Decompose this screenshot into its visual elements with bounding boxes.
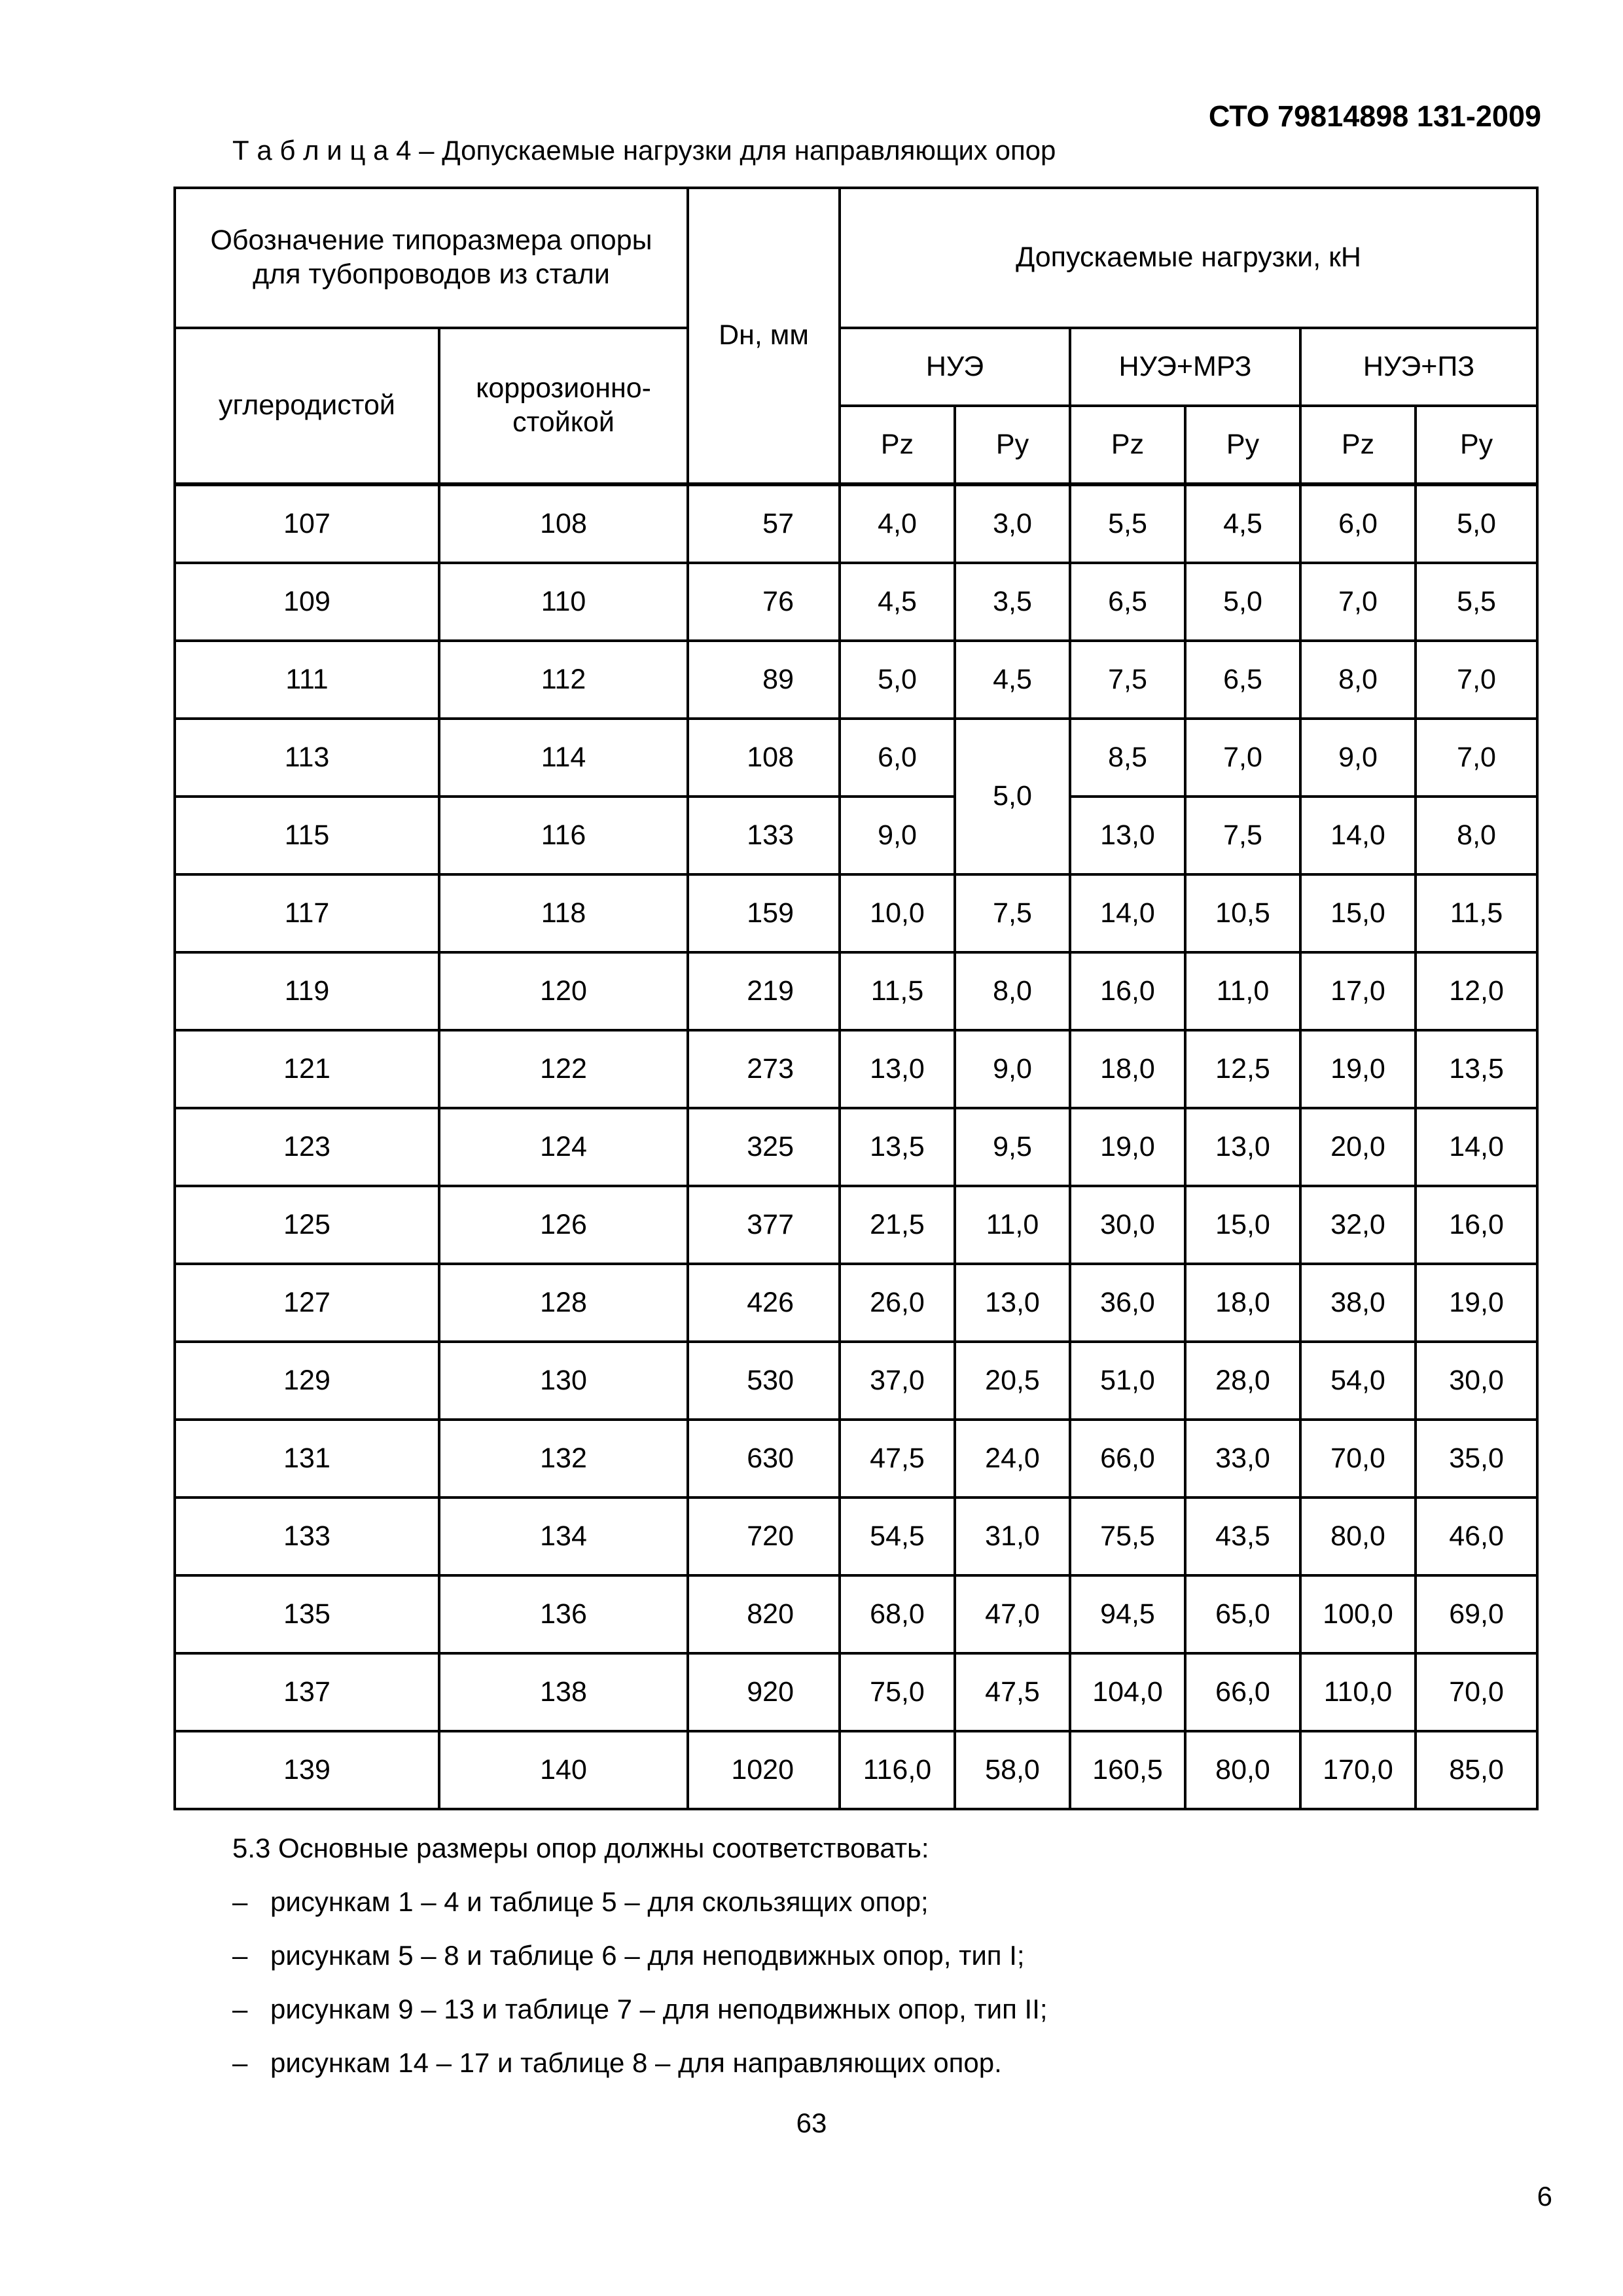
header-carbon-steel: углеродистой bbox=[175, 328, 439, 484]
header-designation: Обозначение типоразмера опоры для тубопроводов из стали bbox=[175, 188, 688, 328]
document-code: СТО 79814898 131-2009 bbox=[1208, 99, 1541, 133]
cell-nue-pz: 47,5 bbox=[840, 1420, 955, 1498]
cell-pz-pz: 70,0 bbox=[1300, 1420, 1416, 1498]
cell-mrz-pz: 51,0 bbox=[1070, 1342, 1185, 1420]
cell-carbon-steel: 129 bbox=[175, 1342, 439, 1420]
cell-stainless-steel: 136 bbox=[439, 1575, 688, 1653]
cell-stainless-steel: 108 bbox=[439, 484, 688, 563]
cell-nue-pz: 54,5 bbox=[840, 1498, 955, 1575]
cell-mrz-py: 80,0 bbox=[1185, 1731, 1300, 1809]
dash-marker: – bbox=[232, 1994, 248, 2024]
cell-nue-py: 3,0 bbox=[955, 484, 1070, 563]
cell-pz-pz: 15,0 bbox=[1300, 874, 1416, 952]
cell-mrz-pz: 66,0 bbox=[1070, 1420, 1185, 1498]
cell-pz-py: 5,5 bbox=[1416, 563, 1537, 641]
header-loads: Допускаемые нагрузки, кН bbox=[840, 188, 1537, 328]
cell-carbon-steel: 127 bbox=[175, 1264, 439, 1342]
cell-pz-pz: 19,0 bbox=[1300, 1030, 1416, 1108]
header-pz: Pz bbox=[840, 406, 955, 484]
cell-nue-pz: 75,0 bbox=[840, 1653, 955, 1731]
cell-nue-py: 3,5 bbox=[955, 563, 1070, 641]
cell-carbon-steel: 107 bbox=[175, 484, 439, 563]
table-row bbox=[175, 952, 1537, 1030]
cell-mrz-py: 15,0 bbox=[1185, 1186, 1300, 1264]
cell-mrz-pz: 18,0 bbox=[1070, 1030, 1185, 1108]
cell-dn: 530 bbox=[688, 1342, 840, 1420]
cell-carbon-steel: 113 bbox=[175, 719, 439, 797]
list-item-text: рисункам 14 – 17 и таблице 8 – для направляющих опор. bbox=[270, 2047, 1002, 2078]
cell-carbon-steel: 125 bbox=[175, 1186, 439, 1264]
cell-pz-pz: 20,0 bbox=[1300, 1108, 1416, 1186]
cell-pz-pz: 100,0 bbox=[1300, 1575, 1416, 1653]
cell-nue-py: 31,0 bbox=[955, 1498, 1070, 1575]
cell-pz-py: 30,0 bbox=[1416, 1342, 1537, 1420]
cell-mrz-py: 33,0 bbox=[1185, 1420, 1300, 1498]
section-intro: 5.3 Основные размеры опор должны соответствовать: bbox=[232, 1833, 929, 1863]
cell-pz-py: 13,5 bbox=[1416, 1030, 1537, 1108]
cell-nue-py: 4,5 bbox=[955, 641, 1070, 719]
cell-dn: 159 bbox=[688, 874, 840, 952]
cell-nue-pz: 4,5 bbox=[840, 563, 955, 641]
cell-mrz-pz: 8,5 bbox=[1070, 719, 1185, 797]
header-pz: Pz bbox=[1300, 406, 1416, 484]
cell-carbon-steel: 117 bbox=[175, 874, 439, 952]
cell-pz-pz: 7,0 bbox=[1300, 563, 1416, 641]
cell-stainless-steel: 134 bbox=[439, 1498, 688, 1575]
cell-mrz-pz: 160,5 bbox=[1070, 1731, 1185, 1809]
cell-nue-py: 47,5 bbox=[955, 1653, 1070, 1731]
cell-carbon-steel: 123 bbox=[175, 1108, 439, 1186]
cell-pz-pz: 17,0 bbox=[1300, 952, 1416, 1030]
cell-nue-py: 13,0 bbox=[955, 1264, 1070, 1342]
cell-nue-pz: 116,0 bbox=[840, 1731, 955, 1809]
table-row bbox=[175, 1030, 1537, 1108]
cell-mrz-pz: 19,0 bbox=[1070, 1108, 1185, 1186]
cell-stainless-steel: 122 bbox=[439, 1030, 688, 1108]
table-row bbox=[175, 797, 1537, 874]
cell-stainless-steel: 110 bbox=[439, 563, 688, 641]
cell-nue-py: 47,0 bbox=[955, 1575, 1070, 1653]
header-py: Py bbox=[955, 406, 1070, 484]
cell-nue-pz: 6,0 bbox=[840, 719, 955, 797]
cell-mrz-py: 11,0 bbox=[1185, 952, 1300, 1030]
cell-dn: 89 bbox=[688, 641, 840, 719]
list-item-text: рисункам 1 – 4 и таблице 5 – для скользящих опор; bbox=[270, 1886, 929, 1917]
cell-carbon-steel: 133 bbox=[175, 1498, 439, 1575]
cell-nue-pz: 5,0 bbox=[840, 641, 955, 719]
cell-pz-py: 35,0 bbox=[1416, 1420, 1537, 1498]
cell-mrz-py: 6,5 bbox=[1185, 641, 1300, 719]
cell-pz-pz: 38,0 bbox=[1300, 1264, 1416, 1342]
cell-mrz-pz: 104,0 bbox=[1070, 1653, 1185, 1731]
cell-stainless-steel: 138 bbox=[439, 1653, 688, 1731]
cell-nue-pz: 68,0 bbox=[840, 1575, 955, 1653]
cell-carbon-steel: 111 bbox=[175, 641, 439, 719]
cell-mrz-py: 4,5 bbox=[1185, 484, 1300, 563]
cell-mrz-py: 65,0 bbox=[1185, 1575, 1300, 1653]
table-row bbox=[175, 719, 1537, 797]
cell-dn: 133 bbox=[688, 797, 840, 874]
table-row bbox=[175, 1108, 1537, 1186]
table-row bbox=[175, 1731, 1537, 1809]
cell-mrz-py: 10,5 bbox=[1185, 874, 1300, 952]
cell-pz-pz: 80,0 bbox=[1300, 1498, 1416, 1575]
table-row bbox=[175, 1575, 1537, 1653]
cell-mrz-py: 5,0 bbox=[1185, 563, 1300, 641]
header-nue: НУЭ bbox=[840, 328, 1070, 406]
cell-pz-pz: 6,0 bbox=[1300, 484, 1416, 563]
cell-pz-pz: 9,0 bbox=[1300, 719, 1416, 797]
cell-mrz-pz: 75,5 bbox=[1070, 1498, 1185, 1575]
cell-stainless-steel: 114 bbox=[439, 719, 688, 797]
cell-pz-py: 16,0 bbox=[1416, 1186, 1537, 1264]
table-row bbox=[175, 1420, 1537, 1498]
cell-dn: 1020 bbox=[688, 1731, 840, 1809]
cell-pz-py: 85,0 bbox=[1416, 1731, 1537, 1809]
cell-pz-py: 7,0 bbox=[1416, 641, 1537, 719]
cell-dn: 377 bbox=[688, 1186, 840, 1264]
cell-nue-pz: 9,0 bbox=[840, 797, 955, 874]
cell-dn: 720 bbox=[688, 1498, 840, 1575]
cell-carbon-steel: 109 bbox=[175, 563, 439, 641]
header-dn: Dн, мм bbox=[688, 188, 840, 484]
list-item bbox=[232, 1886, 929, 1918]
cell-nue-py: 58,0 bbox=[955, 1731, 1070, 1809]
cell-pz-pz: 8,0 bbox=[1300, 641, 1416, 719]
cell-mrz-py: 7,5 bbox=[1185, 797, 1300, 874]
cell-pz-py: 7,0 bbox=[1416, 719, 1537, 797]
cell-stainless-steel: 120 bbox=[439, 952, 688, 1030]
cell-pz-pz: 14,0 bbox=[1300, 797, 1416, 874]
cell-stainless-steel: 118 bbox=[439, 874, 688, 952]
cell-stainless-steel: 128 bbox=[439, 1264, 688, 1342]
cell-pz-py: 19,0 bbox=[1416, 1264, 1537, 1342]
cell-carbon-steel: 137 bbox=[175, 1653, 439, 1731]
header-nue-pz: НУЭ+ПЗ bbox=[1300, 328, 1537, 406]
cell-pz-py: 8,0 bbox=[1416, 797, 1537, 874]
cell-mrz-py: 66,0 bbox=[1185, 1653, 1300, 1731]
cell-pz-py: 11,5 bbox=[1416, 874, 1537, 952]
loads-table bbox=[173, 187, 1539, 1810]
list-item-text: рисункам 5 – 8 и таблице 6 – для неподвижных опор, тип I; bbox=[270, 1940, 1025, 1971]
cell-pz-pz: 170,0 bbox=[1300, 1731, 1416, 1809]
cell-stainless-steel: 140 bbox=[439, 1731, 688, 1809]
cell-mrz-pz: 6,5 bbox=[1070, 563, 1185, 641]
cell-mrz-pz: 30,0 bbox=[1070, 1186, 1185, 1264]
cell-dn: 57 bbox=[688, 484, 840, 563]
cell-mrz-pz: 14,0 bbox=[1070, 874, 1185, 952]
cell-nue-py: 24,0 bbox=[955, 1420, 1070, 1498]
cell-mrz-pz: 7,5 bbox=[1070, 641, 1185, 719]
cell-nue-pz: 11,5 bbox=[840, 952, 955, 1030]
cell-dn: 108 bbox=[688, 719, 840, 797]
cell-pz-py: 46,0 bbox=[1416, 1498, 1537, 1575]
table-row bbox=[175, 1342, 1537, 1420]
cell-mrz-py: 18,0 bbox=[1185, 1264, 1300, 1342]
table-row bbox=[175, 1498, 1537, 1575]
table-row bbox=[175, 1264, 1537, 1342]
cell-pz-pz: 110,0 bbox=[1300, 1653, 1416, 1731]
list-item bbox=[232, 1994, 1048, 2025]
cell-carbon-steel: 131 bbox=[175, 1420, 439, 1498]
cell-dn: 325 bbox=[688, 1108, 840, 1186]
cell-mrz-py: 43,5 bbox=[1185, 1498, 1300, 1575]
cell-dn: 219 bbox=[688, 952, 840, 1030]
cell-nue-py: 7,5 bbox=[955, 874, 1070, 952]
cell-carbon-steel: 139 bbox=[175, 1731, 439, 1809]
cell-nue-pz: 13,0 bbox=[840, 1030, 955, 1108]
cell-nue-pz: 21,5 bbox=[840, 1186, 955, 1264]
cell-pz-pz: 54,0 bbox=[1300, 1342, 1416, 1420]
list-item bbox=[232, 1940, 1025, 1971]
header-stainless-steel: коррозионно- стойкой bbox=[439, 328, 688, 484]
list-item-text: рисункам 9 – 13 и таблице 7 – для неподвижных опор, тип II; bbox=[270, 1994, 1048, 2024]
cell-nue-py: 5,0 bbox=[955, 719, 1070, 874]
page-number-outer: 6 bbox=[1537, 2181, 1552, 2212]
table-caption: Т а б л и ц а 4 – Допускаемые нагрузки для направляющих опор bbox=[232, 135, 1056, 166]
header-py: Py bbox=[1185, 406, 1300, 484]
list-item bbox=[232, 2047, 1002, 2079]
cell-carbon-steel: 119 bbox=[175, 952, 439, 1030]
cell-mrz-py: 12,5 bbox=[1185, 1030, 1300, 1108]
cell-pz-py: 69,0 bbox=[1416, 1575, 1537, 1653]
cell-carbon-steel: 135 bbox=[175, 1575, 439, 1653]
cell-carbon-steel: 115 bbox=[175, 797, 439, 874]
cell-carbon-steel: 121 bbox=[175, 1030, 439, 1108]
page-number-inner: 63 bbox=[796, 2108, 827, 2138]
cell-nue-py: 11,0 bbox=[955, 1186, 1070, 1264]
cell-mrz-pz: 13,0 bbox=[1070, 797, 1185, 874]
table-row bbox=[175, 484, 1537, 563]
cell-dn: 630 bbox=[688, 1420, 840, 1498]
cell-nue-pz: 26,0 bbox=[840, 1264, 955, 1342]
cell-stainless-steel: 116 bbox=[439, 797, 688, 874]
table-row bbox=[175, 1653, 1537, 1731]
cell-mrz-py: 7,0 bbox=[1185, 719, 1300, 797]
dash-marker: – bbox=[232, 2047, 248, 2078]
cell-stainless-steel: 112 bbox=[439, 641, 688, 719]
cell-nue-py: 9,0 bbox=[955, 1030, 1070, 1108]
cell-nue-pz: 4,0 bbox=[840, 484, 955, 563]
dash-marker: – bbox=[232, 1940, 248, 1971]
cell-mrz-pz: 36,0 bbox=[1070, 1264, 1185, 1342]
dash-marker: – bbox=[232, 1886, 248, 1917]
cell-nue-pz: 13,5 bbox=[840, 1108, 955, 1186]
cell-dn: 273 bbox=[688, 1030, 840, 1108]
cell-dn: 920 bbox=[688, 1653, 840, 1731]
cell-stainless-steel: 130 bbox=[439, 1342, 688, 1420]
cell-nue-pz: 37,0 bbox=[840, 1342, 955, 1420]
cell-pz-py: 14,0 bbox=[1416, 1108, 1537, 1186]
cell-dn: 426 bbox=[688, 1264, 840, 1342]
header-py: Py bbox=[1416, 406, 1537, 484]
cell-stainless-steel: 126 bbox=[439, 1186, 688, 1264]
cell-pz-py: 12,0 bbox=[1416, 952, 1537, 1030]
cell-pz-py: 5,0 bbox=[1416, 484, 1537, 563]
cell-nue-py: 9,5 bbox=[955, 1108, 1070, 1186]
cell-mrz-pz: 94,5 bbox=[1070, 1575, 1185, 1653]
cell-mrz-py: 28,0 bbox=[1185, 1342, 1300, 1420]
table-row bbox=[175, 563, 1537, 641]
table-row bbox=[175, 1186, 1537, 1264]
cell-stainless-steel: 132 bbox=[439, 1420, 688, 1498]
table-row bbox=[175, 874, 1537, 952]
cell-nue-pz: 10,0 bbox=[840, 874, 955, 952]
header-nue-mrz: НУЭ+МРЗ bbox=[1070, 328, 1300, 406]
cell-nue-py: 20,5 bbox=[955, 1342, 1070, 1420]
cell-stainless-steel: 124 bbox=[439, 1108, 688, 1186]
cell-dn: 76 bbox=[688, 563, 840, 641]
cell-mrz-pz: 16,0 bbox=[1070, 952, 1185, 1030]
table-row bbox=[175, 641, 1537, 719]
header-pz: Pz bbox=[1070, 406, 1185, 484]
cell-nue-py: 8,0 bbox=[955, 952, 1070, 1030]
cell-pz-py: 70,0 bbox=[1416, 1653, 1537, 1731]
cell-pz-pz: 32,0 bbox=[1300, 1186, 1416, 1264]
cell-dn: 820 bbox=[688, 1575, 840, 1653]
cell-mrz-py: 13,0 bbox=[1185, 1108, 1300, 1186]
cell-mrz-pz: 5,5 bbox=[1070, 484, 1185, 563]
